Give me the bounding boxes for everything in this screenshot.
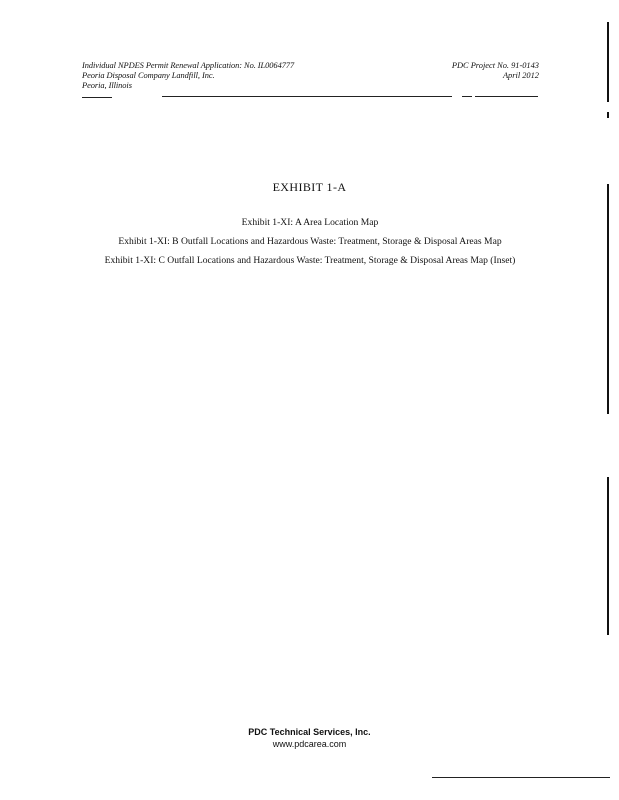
footer-company: PDC Technical Services, Inc. [248, 727, 371, 737]
exhibit-item-c: Exhibit 1-XI: C Outfall Locations and Hazardous Waste: Treatment, Storage & Disposal Areas Map (Inset) [104, 255, 516, 266]
footer-website: www.pdcarea.com [272, 739, 347, 749]
header-rule [162, 96, 452, 97]
header-left-block [82, 61, 294, 91]
footer [0, 726, 619, 750]
location-line: Peoria, Illinois [82, 81, 132, 90]
scan-edge-mark [607, 184, 609, 414]
header-right-block [452, 61, 539, 81]
exhibit-item-b: Exhibit 1-XI: B Outfall Locations and Hazardous Waste: Treatment, Storage & Disposal Areas Map [118, 236, 502, 247]
header-rule [475, 96, 538, 97]
exhibit-title: EXHIBIT 1-A [272, 180, 347, 194]
scan-edge-mark [607, 112, 609, 118]
scan-edge-mark [607, 477, 609, 635]
date-line: April 2012 [502, 71, 539, 80]
header-rule [82, 97, 112, 98]
permit-application-line: Individual NPDES Permit Renewal Application: No. IL0064777 [82, 61, 295, 70]
exhibit-item-a: Exhibit 1-XI: A Area Location Map [241, 217, 379, 228]
exhibit-list [60, 217, 560, 267]
header-rule [462, 96, 472, 97]
scan-bottom-rule [432, 777, 610, 778]
project-number-line: PDC Project No. 91-0143 [451, 61, 539, 70]
scan-edge-mark [607, 22, 609, 102]
company-name-line: Peoria Disposal Company Landfill, Inc. [82, 71, 215, 80]
